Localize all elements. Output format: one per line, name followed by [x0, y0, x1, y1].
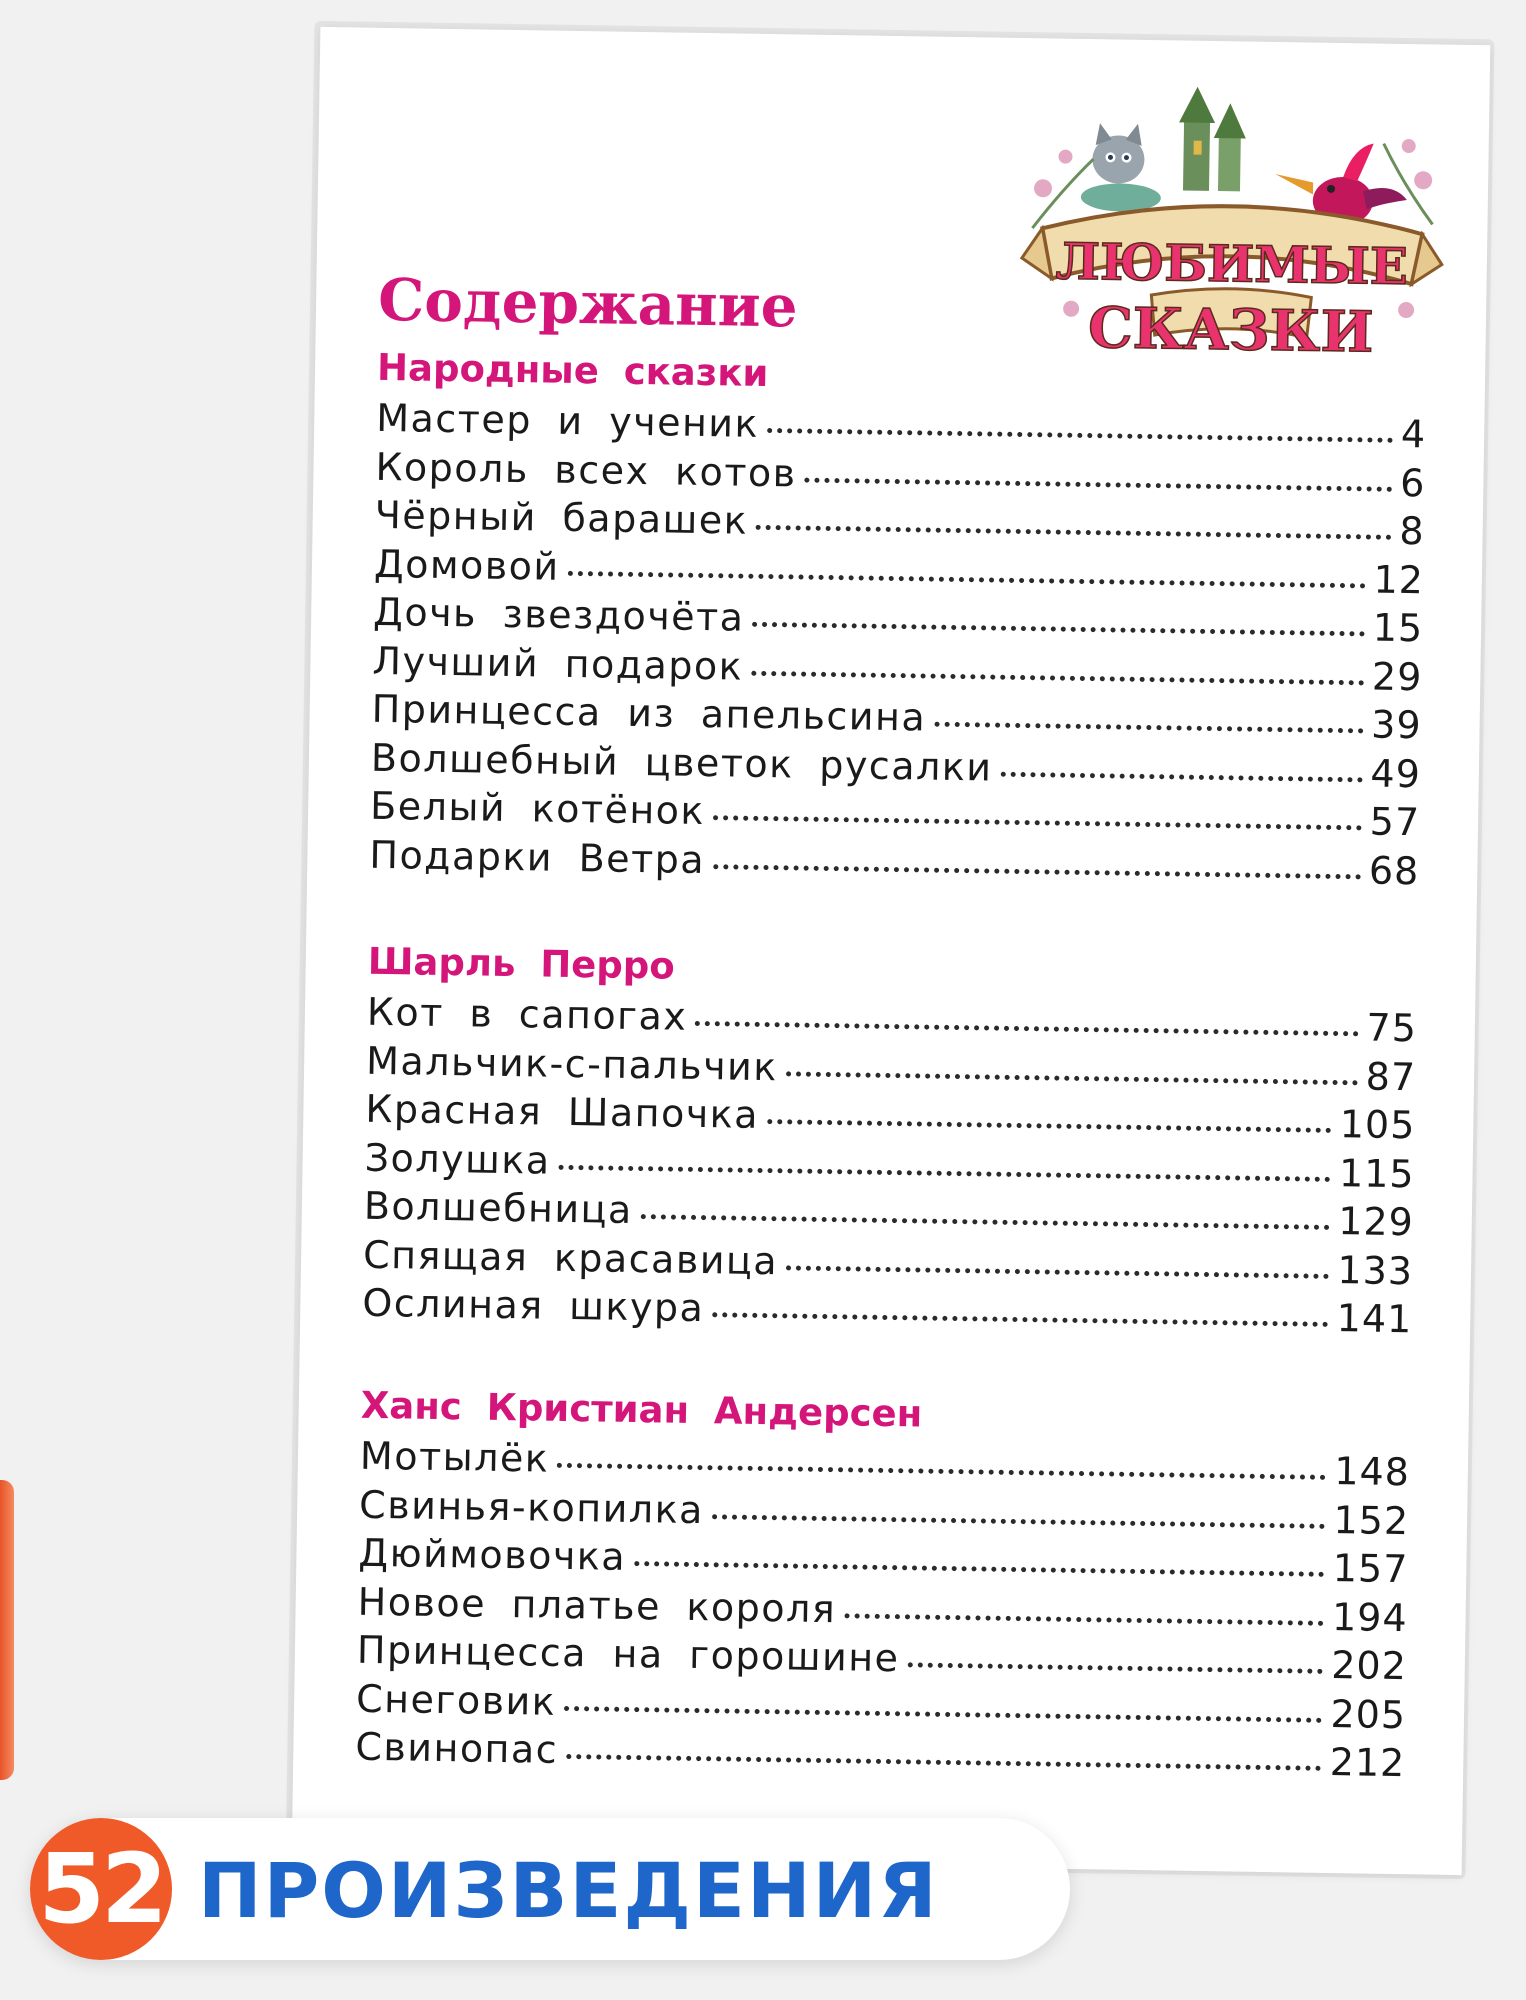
toc-entry-page: 129 — [1337, 1199, 1415, 1245]
leader-dots — [934, 722, 1363, 734]
toc-entry-title: Домовой — [373, 541, 561, 589]
leader-dots — [695, 1021, 1358, 1036]
toc-entry-page: 141 — [1336, 1296, 1413, 1342]
toc-entry-title: Волшебный цветок русалки — [370, 735, 993, 790]
toc-entry-page: 12 — [1373, 557, 1425, 602]
toc-entry-title: Новое платье короля — [357, 1579, 837, 1631]
toc-entry-page: 152 — [1333, 1497, 1410, 1543]
leader-dots — [634, 1561, 1325, 1577]
leader-dots — [786, 1265, 1329, 1279]
toc-entry-page: 105 — [1339, 1102, 1416, 1148]
leader-dots — [752, 622, 1364, 637]
works-count-label: ПРОИЗВЕДЕНИЯ — [198, 1846, 939, 1935]
toc-list-folk — [369, 396, 1426, 897]
toc-entry-page: 194 — [1331, 1594, 1408, 1640]
leader-dots — [907, 1662, 1323, 1674]
toc-entry-title: Мотылёк — [359, 1433, 550, 1481]
toc-entry-title: Чёрный барашек — [374, 492, 749, 543]
book-logo — [1010, 78, 1455, 415]
toc-entry-page: 157 — [1332, 1546, 1409, 1592]
toc-entry-page: 205 — [1330, 1691, 1407, 1737]
logo-illustration — [1010, 78, 1455, 415]
leader-dots — [751, 670, 1364, 685]
toc-entry-page: 202 — [1330, 1643, 1408, 1689]
toc-entry-title: Подарки Ветра — [369, 832, 706, 882]
leader-dots — [844, 1613, 1324, 1626]
logo-line2: СКАЗКИ — [1087, 295, 1374, 366]
toc-entry-title: Белый котёнок — [369, 783, 706, 834]
section-heading-perrault: Шарль Перро — [367, 939, 676, 988]
toc-entry-page: 8 — [1399, 508, 1426, 554]
toc-entry-page: 15 — [1372, 605, 1424, 651]
works-count-circle: 52 — [30, 1818, 172, 1960]
leader-dots — [564, 1705, 1322, 1722]
leader-dots — [713, 864, 1361, 879]
leader-dots — [804, 477, 1392, 491]
toc-entry-title: Золушка — [364, 1135, 551, 1183]
leader-dots — [558, 1164, 1331, 1181]
book-edge — [0, 1480, 14, 1780]
toc-entry-title: Мальчик-с-пальчик — [365, 1038, 779, 1089]
leader-dots — [641, 1214, 1331, 1230]
leader-dots — [1000, 771, 1362, 782]
leader-dots — [756, 525, 1391, 540]
toc-entry-title: Дюймовочка — [358, 1530, 627, 1579]
leader-dots — [712, 1312, 1328, 1327]
toc-entry-title: Король всех котов — [375, 444, 797, 495]
toc-entry-title: Свинопас — [355, 1724, 559, 1772]
toc-entry-title: Спящая красавица — [362, 1232, 779, 1283]
book-page — [292, 27, 1491, 1875]
leader-dots — [767, 1119, 1332, 1133]
works-count-badge — [30, 1818, 1070, 1960]
toc-entry-page: 75 — [1366, 1005, 1418, 1051]
toc-entry-title: Лучший подарок — [372, 638, 744, 689]
toc-entry-title: Принцесса из апельсина — [371, 686, 927, 740]
toc-entry-title: Кот в сапогах — [366, 989, 688, 1039]
toc-entry-page: 68 — [1368, 848, 1420, 893]
toc-entry-page: 4 — [1400, 411, 1427, 457]
toc-entry-title: Ослиная шкура — [362, 1280, 705, 1331]
leader-dots — [568, 570, 1366, 588]
toc-entry-title: Принцесса на горошине — [356, 1627, 900, 1681]
section-heading-folk: Народные сказки — [376, 345, 769, 395]
toc-entry-title: Снеговик — [355, 1676, 557, 1724]
toc-entry-page: 49 — [1370, 751, 1422, 796]
toc-list-perrault — [362, 990, 1417, 1346]
leader-dots — [767, 428, 1393, 443]
toc-entry-title: Красная Шапочка — [365, 1086, 760, 1137]
leader-dots — [566, 1754, 1322, 1771]
toc-entry-title: Дочь звездочёта — [372, 589, 745, 640]
leader-dots — [713, 815, 1362, 830]
toc-entry-page: 6 — [1399, 460, 1426, 505]
toc-entry-page: 133 — [1337, 1247, 1414, 1293]
toc-entry-page: 115 — [1338, 1150, 1415, 1196]
toc-entry-page: 57 — [1369, 799, 1421, 845]
toc-entry-title: Волшебница — [363, 1183, 634, 1232]
leader-dots — [786, 1071, 1358, 1085]
toc-entry-page: 29 — [1371, 654, 1423, 699]
toc-entry-title: Свинья-копилка — [358, 1482, 705, 1532]
toc-entry-page: 212 — [1329, 1739, 1406, 1786]
section-heading-andersen: Ханс Кристиан Андерсен — [360, 1383, 923, 1436]
toc-entry-page: 87 — [1365, 1053, 1417, 1099]
leader-dots — [557, 1463, 1326, 1480]
logo-line1: ЛЮБИМЫЕ — [1055, 231, 1409, 297]
toc-entry-title: Мастер и ученик — [375, 395, 760, 446]
cat-icon — [1081, 123, 1162, 212]
toc-title: Содержание — [377, 265, 799, 341]
leader-dots — [712, 1514, 1326, 1529]
toc-list-andersen — [355, 1434, 1410, 1790]
toc-entry-page: 39 — [1370, 702, 1422, 748]
toc-entry-page: 148 — [1334, 1449, 1411, 1495]
castle-icon — [1178, 86, 1247, 191]
